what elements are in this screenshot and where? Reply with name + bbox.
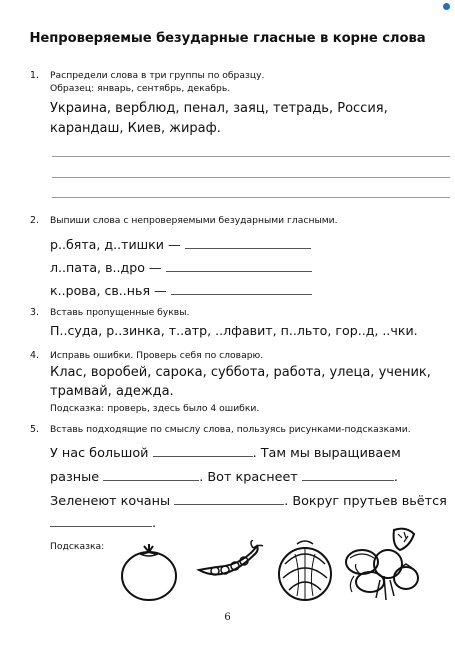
answer-blank[interactable] — [153, 444, 253, 457]
task-number: 3. — [30, 307, 39, 318]
task-instruction: Вставь пропущенные буквы. — [50, 307, 190, 318]
task-number: 5. — [30, 424, 39, 435]
task-number: 2. — [30, 215, 39, 226]
hint-label: Подсказка: — [50, 541, 105, 552]
answer-blank[interactable] — [171, 282, 312, 295]
page-title: Непроверяемые безударные гласные в корне слова — [29, 31, 426, 46]
task-hint: Подсказка: проверь, здесь было 4 ошибки. — [50, 403, 260, 414]
task-words-line-2: трамвай, адежда. — [50, 384, 174, 399]
task-number: 1. — [30, 70, 39, 81]
exercise-row: Зеленеют кочаны . Вокруг прутьев вьётся — [50, 494, 447, 509]
exercise-row: к..рова, св..нья — — [50, 282, 312, 298]
task-number: 4. — [30, 350, 39, 361]
task-example: Образец: январь, сентябрь, декабрь. — [50, 83, 231, 94]
task-text: П..суда, р..зинка, т..атр, ..лфавит, п..льто, гор..д, ..чки. — [50, 323, 418, 338]
answer-blank[interactable] — [103, 468, 199, 481]
vegetables-bunch-icon — [340, 524, 422, 604]
exercise-row: р..бята, д..тишки — — [50, 236, 311, 252]
answer-blank[interactable] — [185, 236, 311, 249]
exercise-row: . — [50, 514, 156, 531]
answer-blank[interactable] — [174, 492, 284, 505]
page-number: 6 — [224, 612, 231, 623]
task-instruction: Вставь подходящие по смыслу слова, пользуясь рисунками-подсказками. — [50, 424, 411, 435]
answer-blank[interactable] — [166, 259, 312, 272]
task-words-line-1: Украина, верблюд, пенал, заяц, тетрадь, Россия, — [50, 101, 388, 116]
task-instruction: Исправь ошибки. Проверь себя по словарю. — [50, 350, 264, 361]
answer-line[interactable] — [52, 177, 450, 178]
exercise-row: л..пата, в..дро — — [50, 259, 312, 275]
exercise-row: У нас большой . Там мы выращиваем — [50, 446, 401, 461]
answer-blank[interactable] — [302, 468, 394, 481]
pea-pod-icon — [195, 540, 265, 590]
tomato-icon — [118, 540, 180, 602]
answer-blank[interactable] — [50, 514, 152, 527]
task-instruction: Выпиши слова с непроверяемыми безударными гласными. — [50, 215, 338, 226]
task-words-line-2: карандаш, Киев, жираф. — [50, 121, 221, 136]
corner-logo — [443, 3, 451, 10]
answer-line[interactable] — [52, 197, 450, 198]
task-instruction: Распредели слова в три группы по образцу. — [50, 70, 265, 81]
task-words-line-1: Клас, воробей, сарока, суббота, работа, улеца, ученик, — [50, 365, 431, 380]
exercise-row: разные . Вот краснеет . — [50, 470, 398, 485]
answer-line[interactable] — [52, 156, 450, 157]
cabbage-icon — [275, 534, 335, 604]
